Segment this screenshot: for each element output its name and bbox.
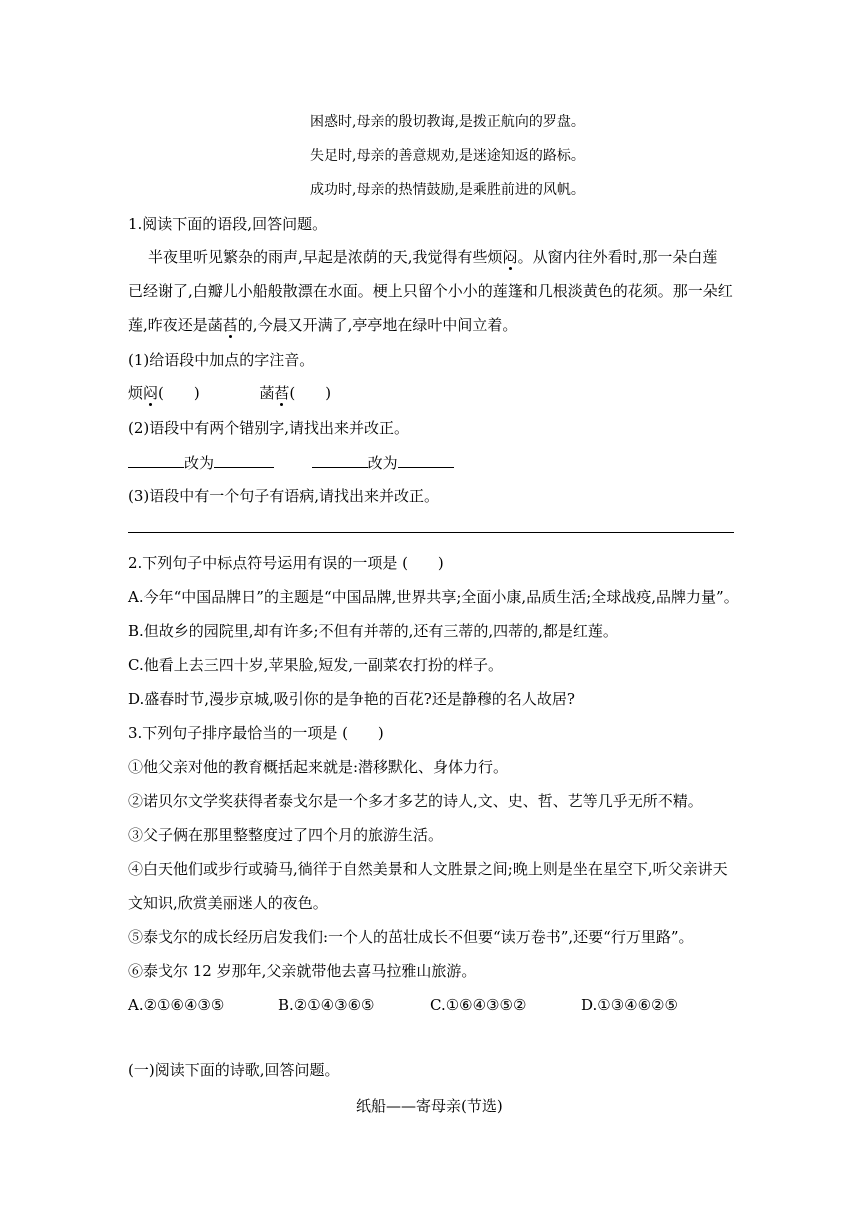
pinyin2-dotted-char: 萏	[274, 384, 290, 402]
correct-char-blank-2[interactable]	[398, 451, 454, 468]
q3-sentence-5: ⑤泰戈尔的成长经历启发我们:一个人的茁壮成长不但要“读万卷书”,还要“行万里路”。	[128, 928, 694, 946]
q1-prompt: 1.阅读下面的语段,回答问题。	[128, 215, 328, 233]
q3-sentence-4: ④白天他们或步行或骑马,徜徉于自然美景和人文胜景之间;晚上则是坐在星空下,听父亲讲天	[128, 860, 728, 878]
change-to-label-2: 改为	[367, 454, 398, 472]
answer-line[interactable]	[128, 532, 734, 533]
q3-sentence-6: ⑥泰戈尔 12 岁那年,父亲就带他去喜马拉雅山旅游。	[128, 962, 477, 980]
q3-sentence-2: ②诺贝尔文学奖获得者泰戈尔是一个多才多艺的诗人,文、史、哲、艺等几乎无所不精。	[128, 792, 703, 810]
q1-paragraph-line-3	[128, 315, 517, 335]
poem-title: 纸船——寄母亲(节选)	[356, 1097, 503, 1115]
q1-para3-text-a: 莲,昨夜还是菡	[128, 316, 223, 334]
wrong-char-blank-1[interactable]	[128, 451, 184, 468]
q1-sub1: (1)给语段中加点的字注音。	[128, 351, 315, 369]
q1-correction-row	[128, 451, 454, 473]
q2-option-d[interactable]: D.盛春时节,漫步京城,吸引你的是争艳的百花?还是静穆的名人故居?	[128, 690, 575, 708]
q3-choice-b[interactable]: B.②①④③⑥⑤	[278, 996, 375, 1014]
change-to-label-1: 改为	[184, 454, 215, 472]
pinyin2-answer-blank[interactable]: ( )	[289, 384, 332, 402]
q3-choice-c[interactable]: C.①⑥④③⑤②	[430, 996, 527, 1014]
q1-para3-text-b: 的,今晨又开满了,亭亭地在绿叶中间立着。	[237, 316, 518, 334]
intro-line-2: 失足时,母亲的善意规劝,是迷途知返的路标。	[310, 148, 585, 164]
q1-para1-text-a: 半夜里听见繁杂的雨声,早起是浓荫的天,我觉得有些烦	[148, 248, 503, 266]
section-prompt: (一)阅读下面的诗歌,回答问题。	[128, 1061, 340, 1079]
q1-sub3: (3)语段中有一个句子有语病,请找出来并改正。	[128, 487, 440, 505]
q2-option-a[interactable]: A.今年“中国品牌日”的主题是“中国品牌,世界共享;全面小康,品质生活;全球战疫,品牌力量”。	[128, 588, 739, 606]
q1-paragraph-line-1	[148, 247, 717, 267]
q1-paragraph-line-2: 已经谢了,白瓣儿小船般散漂在水面。梗上只留个小小的莲篷和几根淡黄色的花须。那一朵红	[128, 282, 733, 300]
pinyin1-dotted-char: 闷	[143, 384, 159, 402]
q3-sentence-4-cont: 文知识,欣赏美丽迷人的夜色。	[128, 894, 328, 912]
q1-para3-dotted-char: 萏	[222, 316, 238, 334]
q3-prompt: 3.下列句子排序最恰当的一项是 ( )	[128, 724, 384, 742]
wrong-char-blank-2[interactable]	[312, 451, 368, 468]
q2-option-c[interactable]: C.他看上去三四十岁,苹果脸,短发,一副菜农打扮的样子。	[128, 656, 504, 674]
q1-pinyin-row	[128, 383, 331, 403]
q3-choice-d[interactable]: D.①③④⑥②⑤	[581, 996, 678, 1014]
intro-line-1: 困惑时,母亲的殷切教诲,是拨正航向的罗盘。	[310, 114, 585, 130]
q3-choice-a[interactable]: A.②①⑥④③⑤	[128, 996, 225, 1014]
q1-para1-text-b: 。从窗内往外看时,那一朵白莲	[517, 248, 718, 266]
q3-sentence-1: ①他父亲对他的教育概括起来就是:潜移默化、身体力行。	[128, 758, 509, 776]
q1-sub2: (2)语段中有两个错别字,请找出来并改正。	[128, 419, 410, 437]
correct-char-blank-1[interactable]	[214, 451, 274, 468]
intro-line-3: 成功时,母亲的热情鼓励,是乘胜前进的风帆。	[310, 182, 585, 198]
q1-para1-dotted-char: 闷	[502, 248, 518, 266]
pinyin1-answer-blank[interactable]: ( )	[158, 384, 200, 402]
pinyin2-char: 菡	[259, 384, 275, 402]
q2-prompt: 2.下列句子中标点符号运用有误的一项是 ( )	[128, 554, 444, 572]
q2-option-b[interactable]: B.但故乡的园院里,却有许多;不但有并蒂的,还有三蒂的,四蒂的,都是红莲。	[128, 622, 618, 640]
q3-sentence-3: ③父子俩在那里整整度过了四个月的旅游生活。	[128, 826, 444, 844]
pinyin1-char: 烦	[128, 384, 144, 402]
